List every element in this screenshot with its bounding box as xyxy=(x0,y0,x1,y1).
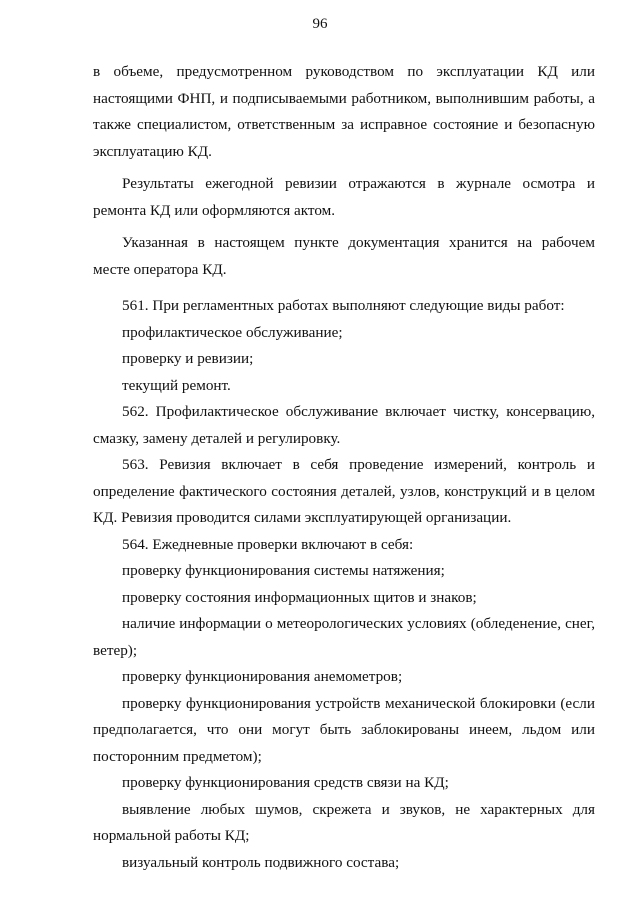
paragraph-563: 563. Ревизия включает в себя проведение измерений, контроль и определение фактического состояния деталей, узлов, конструкций и в целом КД. Ревизия проводится силами эксплуатирующей организации. xyxy=(93,456,595,526)
list-item: наличие информации о метеорологических условиях (обледенение, снег, ветер); xyxy=(93,615,595,659)
paragraph-documentation-storage: Указанная в настоящем пункте документация хранится на рабочем месте оператора КД. xyxy=(93,234,595,278)
paragraph-562: 562. Профилактическое обслуживание включает чистку, консервацию, смазку, замену деталей и регулировку. xyxy=(93,403,595,447)
list-item: проверку функционирования системы натяжения; xyxy=(122,562,445,579)
document-body xyxy=(93,59,595,876)
list-item: текущий ремонт. xyxy=(122,376,231,394)
list-item: проверку функционирования устройств механической блокировки (если предполагается, что они могут быть заблокированы инеем, льдом или посторонним предметом); xyxy=(93,694,595,765)
list-item: профилактическое обслуживание; xyxy=(122,323,343,341)
page-number: 96 xyxy=(312,16,328,32)
list-item: выявление любых шумов, скрежета и звуков, не характерных для нормальной работы КД; xyxy=(93,800,595,844)
list-item: проверку функционирования средств связи на КД; xyxy=(122,774,449,791)
list-item: проверку состояния информационных щитов и знаков; xyxy=(122,588,477,606)
paragraph-continuation: в объеме, предусмотренном руководством по эксплуатации КД или настоящими ФНП, и подписываемыми работником, выполнившим работы, а также специалистом, ответственным за исправное состояние и безопасную эксплуатацию КД. xyxy=(93,63,595,160)
list-item: визуальный контроль подвижного состава; xyxy=(122,853,400,871)
list-item: проверку функционирования анемометров; xyxy=(122,668,403,685)
list-item: проверку и ревизии; xyxy=(122,350,254,367)
paragraph-564: 564. Ежедневные проверки включают в себя: xyxy=(122,535,414,553)
paragraph-revision-results: Результаты ежегодной ревизии отражаются в журнале осмотра и ремонта КД или оформляются актом. xyxy=(93,175,595,219)
paragraph-561: 561. При регламентных работах выполняют следующие виды работ: xyxy=(122,297,565,314)
